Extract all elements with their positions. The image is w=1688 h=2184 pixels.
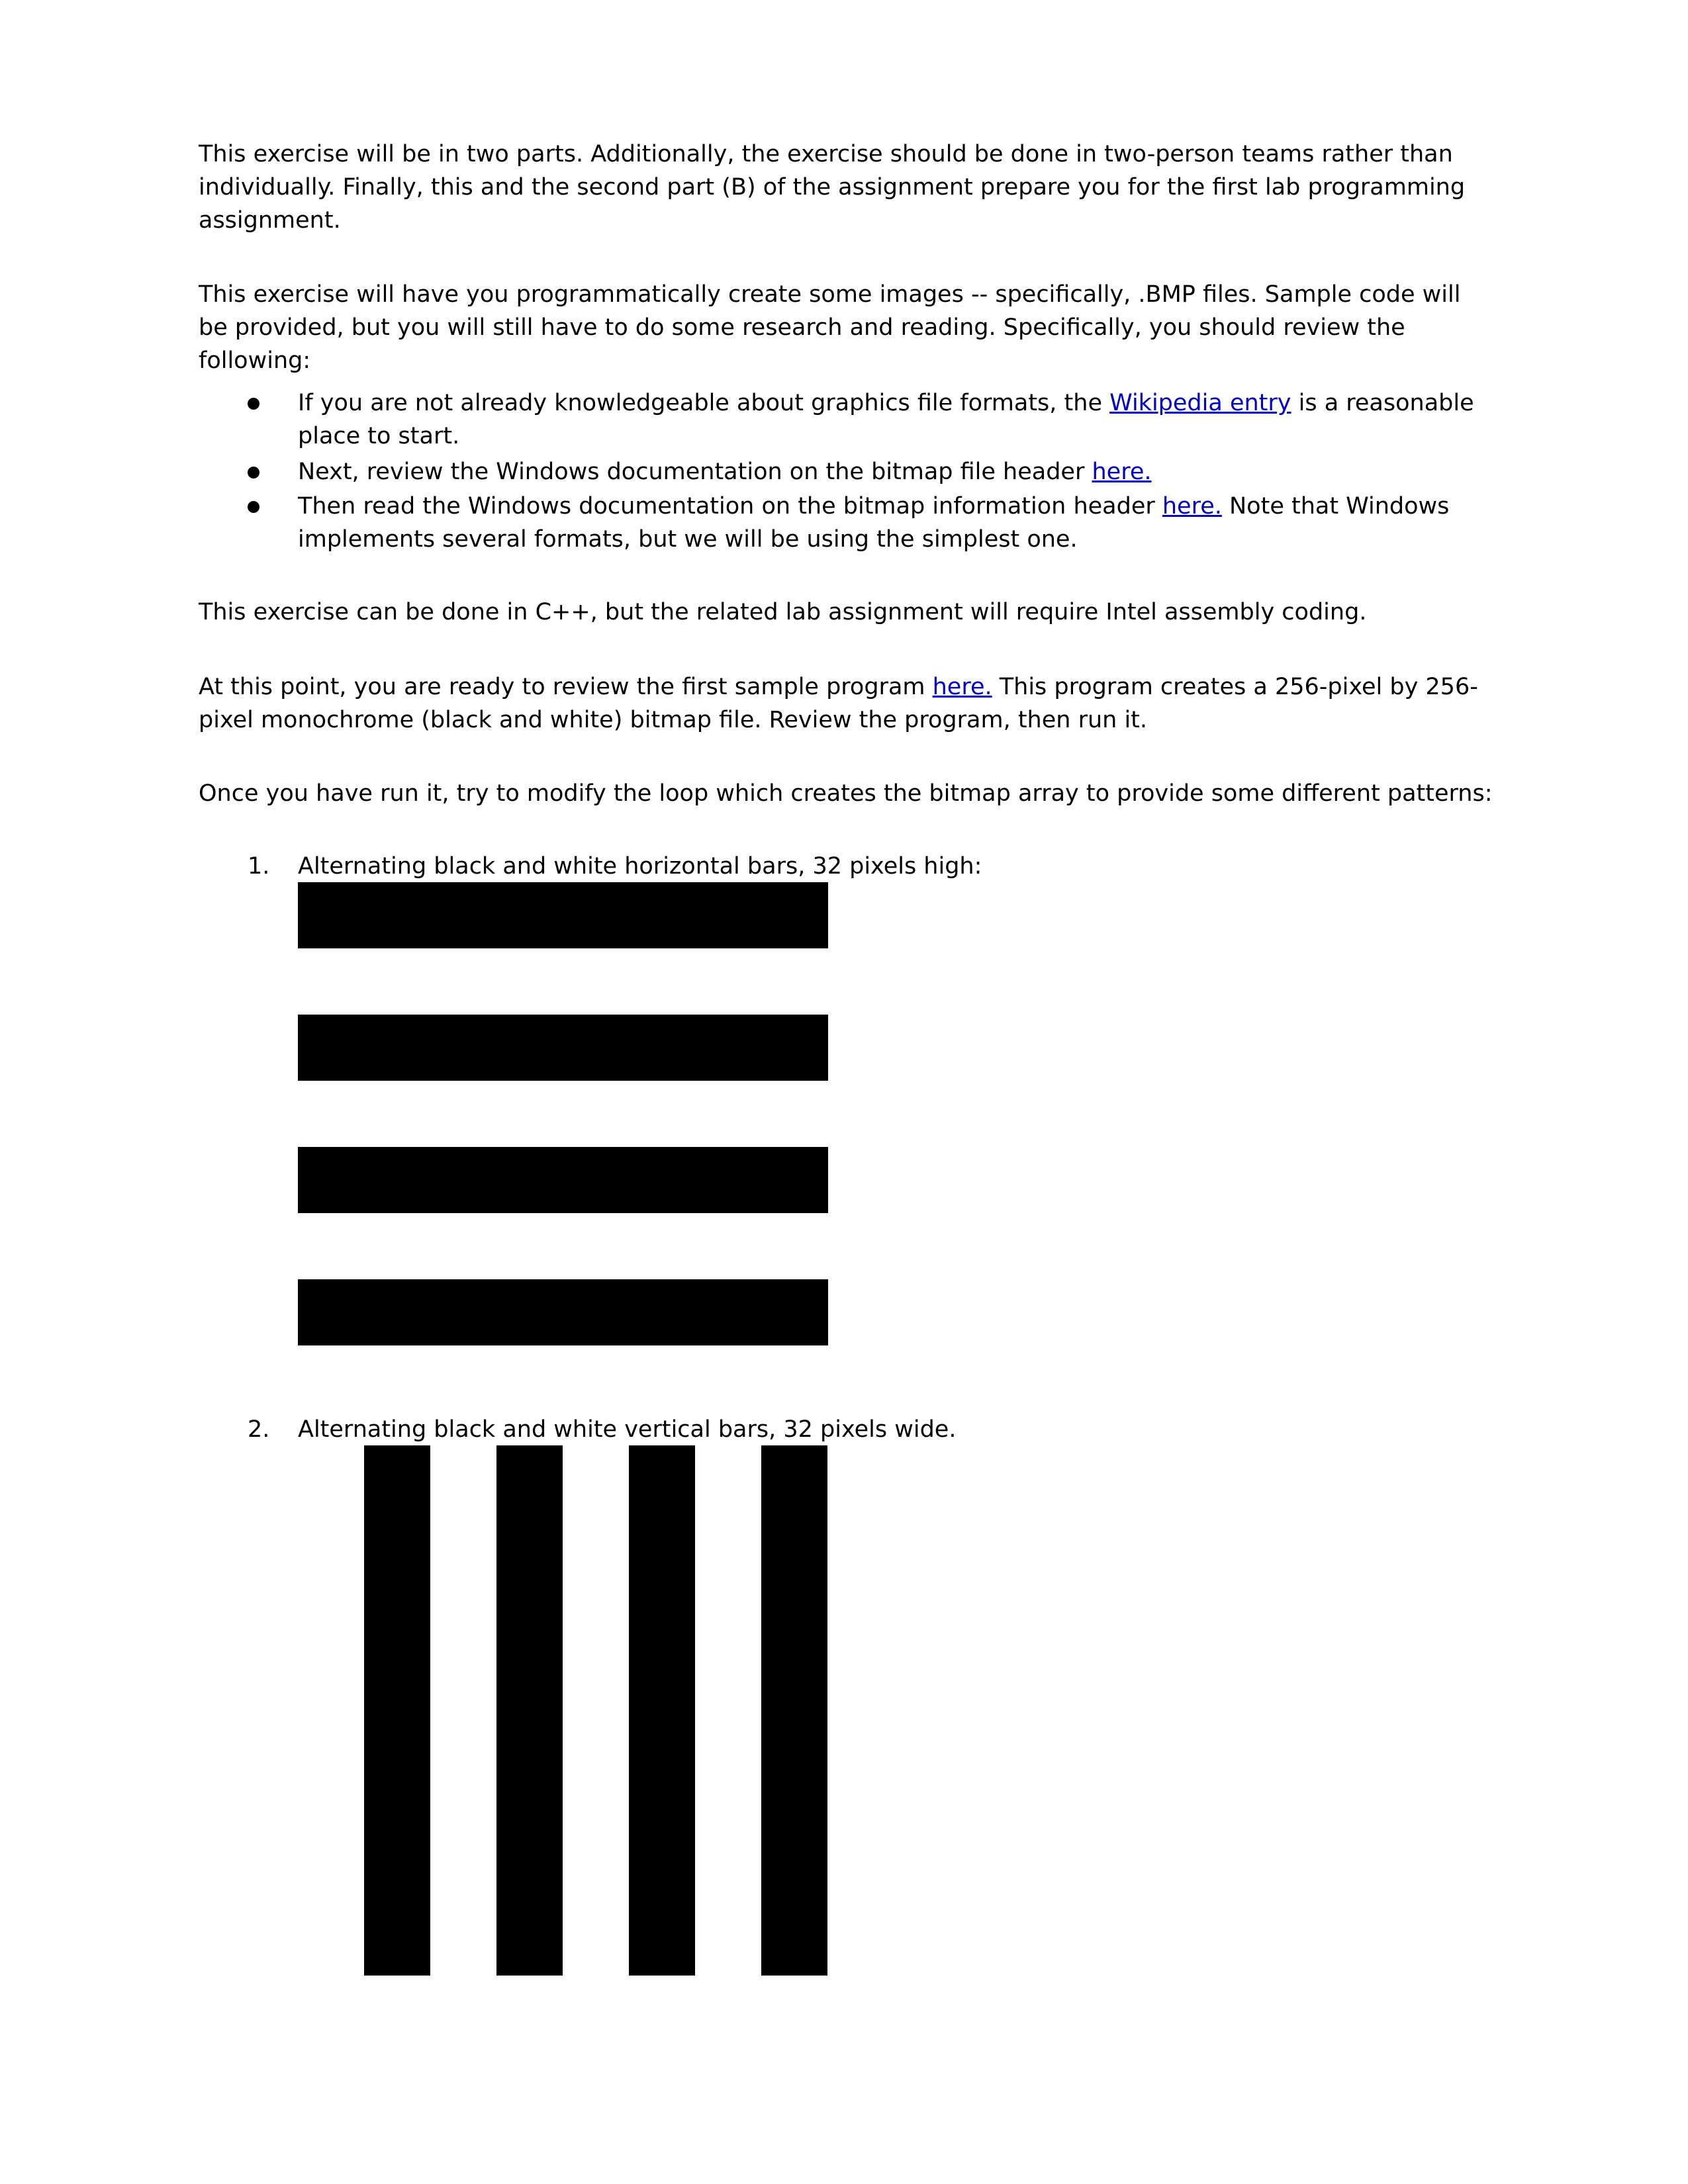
- intro-paragraph: This exercise will be in two parts. Additionally, the exercise should be done in two-person teams rather than individually. Finally, this and the second part (B) of the assignment prepare you for the first lab programming assignment.: [199, 141, 1466, 234]
- bullet-item-file-header: [298, 455, 1496, 488]
- vertical-bar: [496, 1445, 563, 1976]
- bullet-dot: [248, 467, 259, 478]
- file-header-link[interactable]: here.: [1092, 459, 1152, 485]
- bullet-text: is a reasonable place to start.: [298, 390, 1474, 449]
- horizontal-bar: [298, 1015, 828, 1081]
- paragraph-text: This program creates a 256-pixel by 256-pixel monochrome (black and white) bitmap file. Review the program, then run it.: [199, 674, 1478, 733]
- research-paragraph: This exercise will have you programmatically create some images -- specifically, .BMP files. Sample code will be provided, but you will still have to do some research and reading. Specifically, you should review the following:: [199, 281, 1461, 374]
- sample-program-paragraph: [199, 670, 1496, 737]
- wikipedia-entry-link[interactable]: Wikipedia entry: [1109, 390, 1291, 416]
- sample-program-link[interactable]: here.: [932, 674, 992, 700]
- patterns-paragraph: Once you have run it, try to modify the loop which creates the bitmap array to provide some different patterns:: [199, 780, 1493, 807]
- horizontal-bar: [298, 882, 828, 948]
- cpp-paragraph: This exercise can be done in C++, but the related lab assignment will require Intel assembly coding.: [199, 599, 1367, 625]
- bullet-dot: [248, 398, 259, 410]
- vertical-bar: [761, 1445, 827, 1976]
- horizontal-bars-item: Alternating black and white horizontal bars, 32 pixels high:: [298, 853, 982, 880]
- bullet-text: If you are not already knowledgeable about graphics file formats, the: [298, 390, 1110, 416]
- bullet-text: Then read the Windows documentation on the bitmap information header: [298, 493, 1162, 520]
- bullet-dot: [248, 501, 259, 513]
- vertical-bars-item: Alternating black and white vertical bars, 32 pixels wide.: [298, 1416, 957, 1443]
- horizontal-bar: [298, 1279, 828, 1345]
- horizontal-bar: [298, 1147, 828, 1213]
- info-header-link[interactable]: here.: [1162, 493, 1222, 520]
- bullet-item-info-header: [298, 490, 1496, 556]
- bullet-item-wikipedia: [298, 387, 1496, 453]
- list-number: 2.: [248, 1416, 270, 1443]
- vertical-bar: [629, 1445, 695, 1976]
- vertical-bar: [364, 1445, 430, 1976]
- bullet-text: Next, review the Windows documentation on the bitmap file header: [298, 459, 1092, 485]
- paragraph-text: At this point, you are ready to review the first sample program: [199, 674, 933, 700]
- list-number: 1.: [248, 853, 270, 880]
- bullet-text: Note that Windows implements several formats, but we will be using the simplest one.: [298, 493, 1450, 553]
